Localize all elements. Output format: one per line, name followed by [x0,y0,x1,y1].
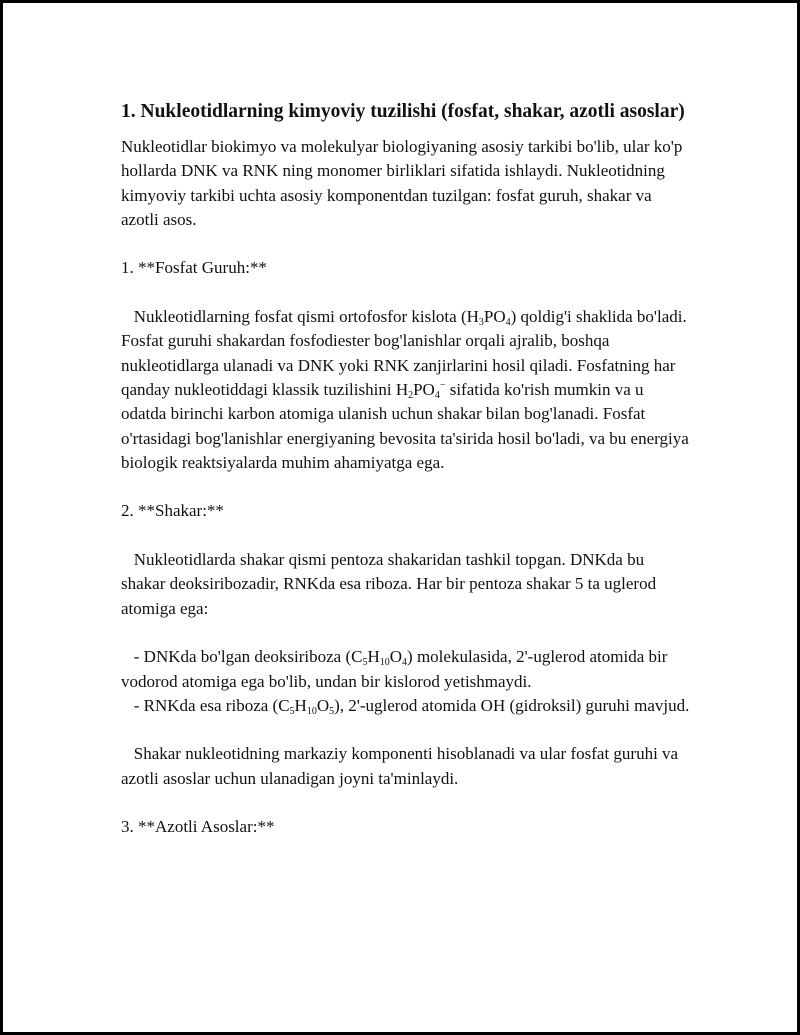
orthophosphoric-acid-formula: $H_3PO_4$ [466,307,511,329]
section-3-title: 3. **Azotli Asoslar:** [121,817,275,837]
phosphate-text-c: sifatida ko'rish mumkin va u odatda birinchi karbon atomiga ulanish uchun shakar bilan bog'lanadi. Fosfat o'rtasidagi bog'lanishlar energiyaning bevosita ta'sirida hosil bo'ladi, va bu energiya biologik reaktsiyalarda muhim ahamiyatga ega. [121,379,694,472]
sugar-summary-paragraph: Shakar nukleotidning markaziy komponenti hisoblanadi va ular fosfat guruhi va azotli asoslar uchun ulanadigan joyni ta'minlaydi. [121,744,683,788]
sugar-paragraph: Nukleotidlarda shakar qismi pentoza shakaridan tashkil topgan. DNKda bu shakar deoksiribozadir, RNKda esa riboza. Har bir pentoza shakar 5 ta uglerod atomiga ega: [121,550,661,618]
ribose-formula: $C_5H_{10}O_5$ [278,695,335,717]
phosphate-text-b: ) qoldig'i shaklida bo'ladi. Fosfat guruhi shakardan fosfodiester bog'lanishlar orqali ajralib, boshqa nukleotidlarga ulanadi va DNK yoki RNK zanjirlarini hosil qiladi. Fosfatning har qanday nukleotiddagi klassik tuzilishini [121,307,691,399]
document-heading: 1. Nukleotidlarning kimyoviy tuzilishi (fosfat, shakar, azotli asoslar) [121,101,685,122]
section-2-title: 2. **Shakar:** [121,501,224,521]
dihydrogen-phosphate-formula: $H_2PO_4^-$ [395,379,446,401]
deoxyribose-bullet: - DNKda bo'lgan deoksiriboza $(C_5H_{10}O_4)$ molekulasida, 2'-uglerod atomida bir vodorod atomiga ega bo'lib, undan bir kislorod yetishmaydi. [121,647,672,691]
document-body [121,98,694,840]
section-1-title: 1. **Fosfat Guruh:** [121,258,267,278]
phosphate-paragraph [121,305,694,475]
deoxyribose-formula: $C_5H_{10}O_4$ [351,647,408,669]
intro-paragraph: Nukleotidlar biokimyo va molekulyar biologiyaning asosiy tarkibi bo'lib, ular ko'p hollarda DNK va RNK ning monomer birliklari sifatida ishlaydi. Nukleotidning kimyoviy tarkibi uchta asosiy komponentdan tuzilgan: fosfat guruh, shakar va azotli asos. [121,137,687,229]
ribose-bullet: - RNKda esa riboza $(C_5H_{10}O_5)$, 2'-uglerod atomida OH (gidroksil) guruhi mavjud. [121,695,690,717]
phosphate-text-a: Nukleotidlarning fosfat qismi ortofosfor kislota ( [121,307,467,327]
